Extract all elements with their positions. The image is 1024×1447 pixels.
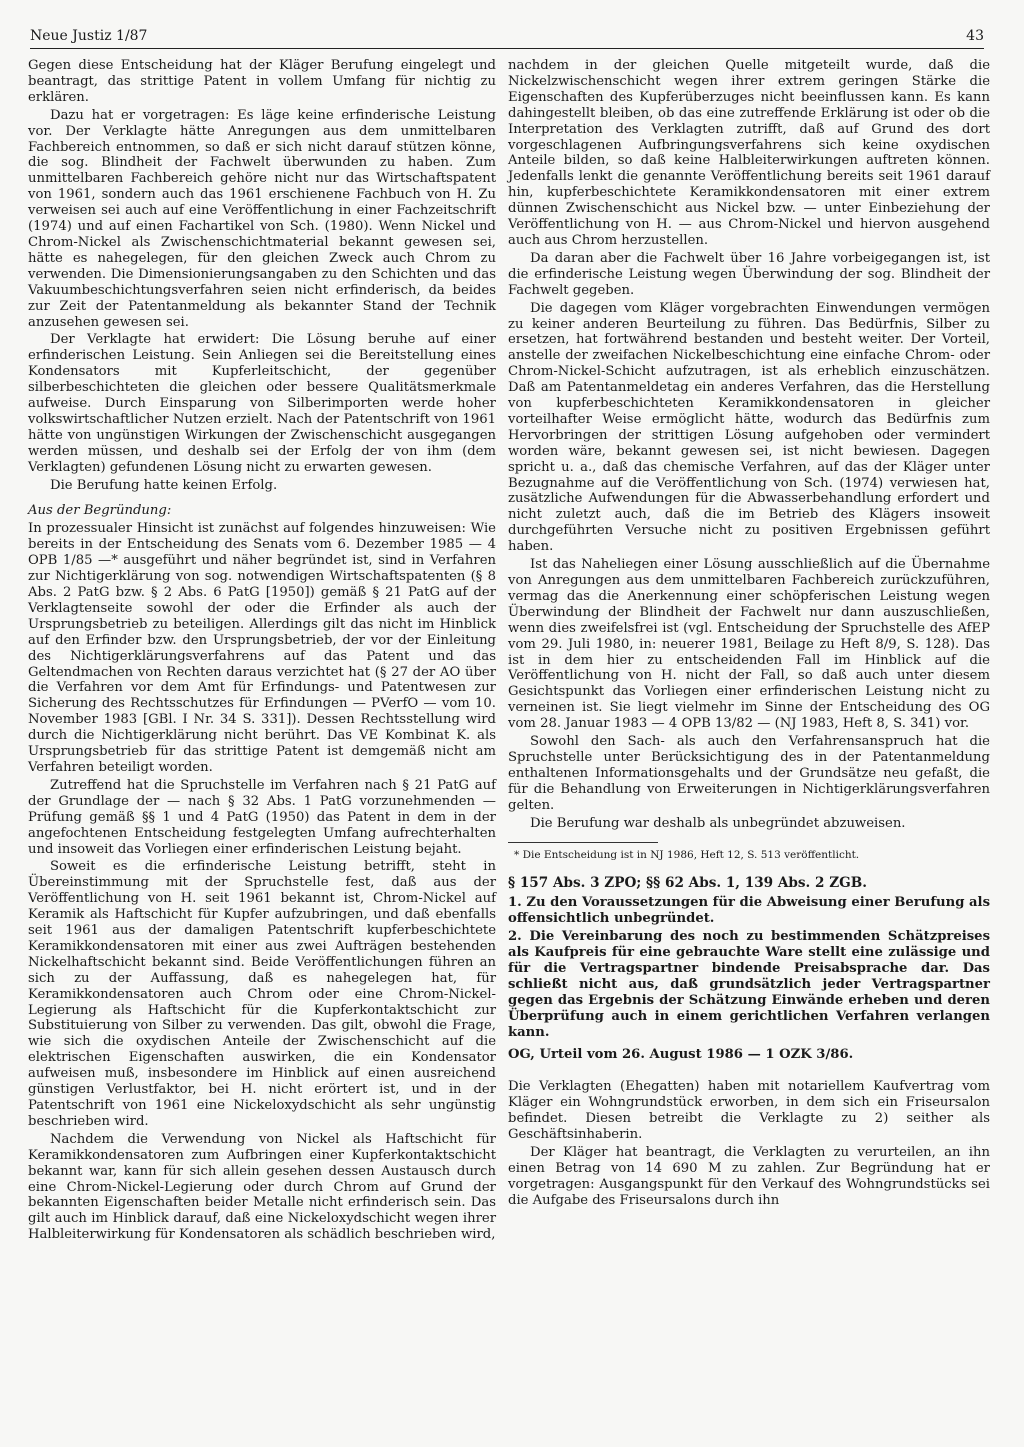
publication-title: Neue Justiz 1/87 [30, 28, 148, 44]
paragraph: Zutreffend hat die Spruchstelle im Verfahren nach § 21 PatG auf der Grundlage der — nach § 32 Abs. 1 PatG vorzunehmenden — Prüfung gemäß §§ 1 und 4 PatG (1950) das Patent in dem in der angefochtenen Entscheidung festgelegten Umfang aufrechterhalten und insoweit das Vorliegen einer erfinderischen Leistung bejaht. [28, 777, 496, 857]
case-citation: OG, Urteil vom 26. August 1986 — 1 OZK 3/86. [508, 1047, 854, 1063]
paragraph: Die Berufung hatte keinen Erfolg. [50, 477, 278, 493]
paragraph: Die Verklagten (Ehegatten) haben mit notariellem Kaufvertrag vom Kläger ein Wohngrundstück erworben, in dem sich ein Friseursalon befindet. Diesen betreibt die Verklagte zu 2) seither als Geschäftsinhaberin. [508, 1079, 990, 1143]
lead-point-1: 1. Zu den Voraussetzungen für die Abweisung einer Berufung als offensichtlich unbegründet. [508, 895, 990, 927]
paragraph: nachdem in der gleichen Quelle mitgeteilt wurde, daß die Nickelzwischenschicht wegen ihrer extrem geringen Stärke die Eigenschaften des Kupferüberzuges nicht beeinflussen kann. Es kann dahingestellt bleiben, ob das eine zutreffende Erklärung ist oder ob die Interpretation des Verklagten zutrifft, daß auf Grund des dort vorgeschlagenen Aufbringungsverfahrens sich keine oxydischen Anteile bilden, so daß keine Halbleiterwirkungen auftreten können. Jedenfalls lenkt die genannte Veröffentlichung bereits seit 1961 darauf hin, kupferbeschichtete Keramikkondensatoren mit einer extrem dünnen Zwischenschicht aus Nickel bzw. — unter Einbeziehung der Veröffentlichung von H. — aus Chrom-Nickel und hiervon ausgehend auch aus Chrom herzustellen. [508, 58, 990, 248]
paragraph: Die Berufung war deshalb als unbegründet abzuweisen. [530, 815, 906, 831]
right-column [508, 58, 990, 1211]
page-number: 43 [966, 28, 984, 44]
paragraph: Sowohl den Sach- als auch den Verfahrensanspruch hat die Spruchstelle unter Berücksichtigung des in der Patentanmeldung enthaltenen Informationsgehalts und der Grundsätze neu gefaßt, die für die Behandlung von Erweiterungen in Nichtigerklärungsverfahren gelten. [508, 734, 990, 813]
paragraph: Die dagegen vom Kläger vorgebrachten Einwendungen vermögen zu keiner anderen Beurteilung zu führen. Das Bedürfnis, Silber zu ersetzen, hat fortwährend bestanden und besteht weiter. Der Vorteil, anstelle der zweifachen Nickelbeschichtung eine einfache Chrom- oder Chrom-Nickel-Schicht aufzutragen, ist als erheblich einzuschätzen. Daß am Patentanmeldetag ein anderes Verfahren, das die Herstellung von kupferbeschichteten Keramikkondensatoren in gleicher vorteilhafter Weise ermöglicht hätte, wodurch das Bedürfnis zum Hervorbringen der strittigen Lösung aufgehoben oder vermindert worden wäre, bekannt gewesen sei, ist nicht bewiesen. Dagegen spricht u. a., daß das chemische Verfahren, auf das der Kläger unter Bezugnahme auf die Veröffentlichung von Sch. (1974) verwiesen hat, zusätzliche Aufwendungen für die Abwasserbehandlung erfordert und nicht zuletzt auch, daß die im Betrieb des Klägers insoweit durchgeführten Versuche nicht zu positiven Ergebnissen geführt haben. [508, 300, 990, 555]
lead-point-2: 2. Die Vereinbarung des noch zu bestimmenden Schätzpreises als Kaufpreis für eine gebrauchte Ware stellt eine zulässige und für die Vertragspartner bindende Preisabsprache dar. Das schließt nicht aus, daß grundsätzlich jeder Vertragspartner gegen das Ergebnis der Schätzung Einwände erheben und deren Überprüfung auch in einem gerichtlichen Verfahren verlangen kann. [508, 929, 990, 1041]
paragraph: Der Kläger hat beantragt, die Verklagten zu verurteilen, an ihn einen Betrag von 14 690 M zu zahlen. Zur Begründung hat er vorgetragen: Ausgangspunkt für den Verkauf des Wohngrundstücks sei die Aufgabe des Friseursalons durch ihn [508, 1144, 990, 1208]
paragraph: In prozessualer Hinsicht ist zunächst auf folgendes hinzuweisen: Wie bereits in der Entscheidung des Senats vom 6. Dezember 1985 — 4 OPB 1/85 —* ausgeführt und näher begründet ist, sind in Verfahren zur Nichtigerklärung von sog. notwendigen Wirtschaftspatenten (§ 8 Abs. 2 PatG bzw. § 2 Abs. 6 PatG [1950]) gemäß § 21 PatG auf der Verklagtenseite sowohl der oder die Erfinder als auch der Ursprungsbetrieb zu beteiligen. Allerdings gilt das nicht im Hinblick auf den Erfinder bzw. den Ursprungsbetrieb, der vor der Einleitung des Nichtigerklärungsverfahrens auf das Patent und das Geltendmachen von Rechten daraus verzichtet hat (§ 27 der AO über die Verfahren vor dem Amt für Erfindungs- und Patentwesen zur Sicherung des Rechtsschutzes für Erfindungen — PVerfO — vom 10. November 1983 [GBl. I Nr. 34 S. 331]). Dessen Rechtsstellung wird durch die Nichtigerklärung nicht berührt. Das VE Kombinat K. als Ursprungsbetrieb für das strittige Patent ist demgemäß nicht am Verfahren beteiligt worden. [28, 521, 496, 775]
case-heading: § 157 Abs. 3 ZPO; §§ 62 Abs. 1, 139 Abs. 2 ZGB. [508, 874, 867, 891]
paragraph: Gegen diese Entscheidung hat der Kläger Berufung eingelegt und beantragt, das strittige Patent in vollem Umfang für nichtig zu erklären. [28, 58, 496, 105]
paragraph: Der Verklagte hat erwidert: Die Lösung beruhe auf einer erfinderischen Leistung. Sein Anliegen sei die Bereitstellung eines Kondensators mit Kupferleitschicht, der gegenüber silberbeschichteten die gleichen oder bessere Qualitätsmerkmale aufweise. Durch Einsparung von Silberimporten werde hoher volkswirtschaftlicher Nutzen erzielt. Nach der Patentschrift von 1961 hätte von ungünstigen Wirkungen der Zwischenschicht ausgegangen werden müssen, und deshalb sei der Erfolg der von ihm (dem Verklagten) gefundenen Lösung nicht zu erwarten gewesen. [28, 332, 496, 475]
footnote-divider [508, 842, 658, 843]
left-column [28, 58, 496, 1245]
paragraph: Soweit es die erfinderische Leistung betrifft, steht in Übereinstimmung mit der Spruchstelle fest, daß aus der Veröffentlichung von H. seit 1961 bekannt ist, Chrom-Nickel auf Keramik als Haftschicht für Kupfer aufzubringen, und daß ebenfalls seit 1961 aus der damaligen Patentschrift kupferbeschichtete Keramikkondensatoren mit einer aus zwei Aufträgen bestehenden Nickelhaftschicht bekannt sind. Beide Veröffentlichungen führen an sich zu der Auffassung, daß es nahegelegen hat, für Keramikkondensatoren auch Chrom oder eine Chrom-Nickel-Legierung als Haftschicht für die Kupferkontaktschicht zur Substituierung von Silber zu verwenden. Das gilt, obwohl die Frage, wie sich die oxydischen Anteile der Zwischenschicht auf die elektrischen Eigenschaften auswirken, die ein Kondensator aufweisen muß, insbesondere im Hinblick auf einen ausreichend günstigen Verlustfaktor, bei H. nicht erörtert ist, und in der Patentschrift von 1961 eine Nickeloxydschicht als sehr ungünstig beschrieben wird. [28, 859, 496, 1129]
paragraph: Dazu hat er vorgetragen: Es läge keine erfinderische Leistung vor. Der Verklagte hätte Anregungen aus dem unmittelbaren Fachbereich entnommen, so daß er sich nicht darauf stützen könne, die sog. Blindheit der Fachwelt überwunden zu haben. Zum unmittelbaren Fachbereich gehöre nicht nur das Wirtschaftspatent von 1961, sondern auch das 1961 erschienene Fachbuch von H. Zu verweisen sei auch auf eine Veröffentlichung in einer Fachzeitschrift (1974) und auf einen Fachartikel von Sch. (1980). Wenn Nickel und Chrom-Nickel als Zwischenschichtmaterial bekannt gewesen sei, hätte es nahegelegen, für den gleichen Zweck auch Chrom zu verwenden. Die Dimensionierungsangaben zu den Schichten und das Vakuumbeschichtungsverfahren seien nicht erfinderisch, da beides zur Zeit der Patentanmeldung als bekannter Stand der Technik anzusehen gewesen sei. [28, 107, 496, 330]
subheading: Aus der Begründung: [28, 503, 172, 519]
paragraph: Nachdem die Verwendung von Nickel als Haftschicht für Keramikkondensatoren zum Aufbringen einer Kupferkontaktschicht bekannt war, kann für sich allein gesehen dessen Austausch durch eine Chrom-Nickel-Legierung oder durch Chrom auf Grund der bekannten Eigenschaften beider Metalle nicht erfinderisch sein. Das gilt auch im Hinblick darauf, daß eine Nickeloxydschicht wegen ihrer Halbleiterwirkung für Kondensatoren als schädlich beschrieben wird, [28, 1131, 496, 1243]
paragraph: Da daran aber die Fachwelt über 16 Jahre vorbeigegangen ist, ist die erfinderische Leistung wegen Überwindung der sog. Blindheit der Fachwelt gegeben. [508, 250, 990, 298]
page-header [30, 28, 984, 49]
footnote: * Die Entscheidung ist in NJ 1986, Heft 12, S. 513 veröffentlicht. [514, 848, 860, 861]
paragraph: Ist das Naheliegen einer Lösung ausschließlich auf die Übernahme von Anregungen aus dem unmittelbaren Fachbereich zurückzuführen, vermag das die Anerkennung einer schöpferischen Leistung wegen Überwindung der Blindheit der Fachwelt nur dann auszuschließen, wenn dies zweifelsfrei ist (vgl. Entscheidung der Spruchstelle des AfEP vom 29. Juli 1980, in: neuerer 1981, Beilage zu Heft 8/9, S. 128). Das ist in dem hier zu entscheidenden Fall im Hinblick auf die Veröffentlichung von H. nicht der Fall, so daß auch unter diesem Gesichtspunkt das Vorliegen einer erfinderischen Leistung nicht zu verneinen ist. Sie liegt vielmehr im Sinne der Entscheidung des OG vom 28. Januar 1983 — 4 OPB 13/82 — (NJ 1983, Heft 8, S. 341) vor. [508, 557, 990, 732]
